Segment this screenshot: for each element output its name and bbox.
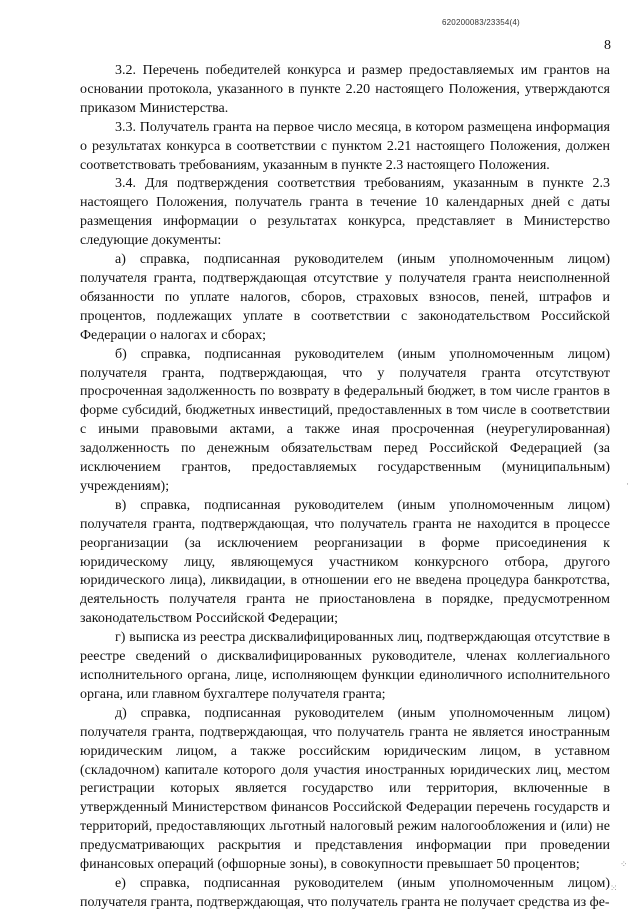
paragraph-item-g: г) выписка из реестра дисквалифицированных лиц, подтверждающая отсутствие в реестре сведений о дисквалифицированных руководителе, членах коллегиального исполнительного органа, лице, исполняющем функции единоличного исполнительного органа, или главном бухгалтере получателя гранта; xyxy=(80,630,610,702)
page-number: 8 xyxy=(604,38,611,53)
paragraph-item-b: б) справка, подписанная руководителем (иным уполномоченным лицом) получателя гранта, подтверждающая, что у получателя гранта отсутствуют просроченная задолженность по возврату в федеральный бюджет, в том числе грантов в форме субсидий, бюджетных инвестиций, предоставленных в том числе в соответствии с иными правовыми актами, а также иная просроченная (неурегулированная) задолженность по денежным обязательствам перед Российской Федерацией (за исключением грантов, предоставляемых государственным (муниципальным) учреждениям); xyxy=(80,346,610,494)
document-id: 620200083/23354(4) xyxy=(442,18,520,27)
paragraph-item-e: е) справка, подписанная руководителем (иным уполномоченным лицом) получателя гранта, подтверждающая, что получатель гранта не получает средства из фе- xyxy=(80,875,610,910)
paragraph-item-v: в) справка, подписанная руководителем (иным уполномоченным лицом) получателя гранта, подтверждающая, что получатель гранта не находится в процессе реорганизации (за исключением реорганизации в форме присоединения к юридическому лицу, являющемуся участником конкурсного отбора, другого юридического лица), ликвидации, в отношении его не введена процедура банкротства, деятельность получателя гранта не приостановлена в порядке, предусмотренном законодательством Российской Федерации; xyxy=(80,497,610,627)
paragraph-3-2: 3.2. Перечень победителей конкурса и размер предоставляемых им грантов на основании протокола, указанного в пункте 2.20 настоящего Положения, утверждаются приказом Министерства. xyxy=(80,63,610,116)
scan-artifact: ⁙ xyxy=(610,883,618,893)
scan-artifact: ⁘ xyxy=(620,859,628,869)
paragraph-item-a: а) справка, подписанная руководителем (иным уполномоченным лицом) получателя гранта, подтверждающая отсутствие у получателя гранта неисполненной обязанности по уплате налогов, сборов, страховых взносов, пеней, штрафов и процентов, подлежащих уплате в соответствии с законодательством Российской Федерации о налогах и сборах; xyxy=(80,252,610,343)
paragraph-3-3: 3.3. Получатель гранта на первое число месяца, в котором размещена информация о результатах конкурса в соответствии с пунктом 2.21 настоящего Положения, должен соответствовать требованиям, указанным в пункте 2.3 настоящего Положения. xyxy=(80,119,610,173)
scan-artifact: · xyxy=(626,479,629,489)
paragraph-item-d: д) справка, подписанная руководителем (иным уполномоченным лицом) получателя гранта, подтверждающая, что получатель гранта не является иностранным юридическим лицом, а также российским юридическим лицом, в уставном (складочном) капитале которого доля участия иностранных юридических лиц, местом регистрации которых является государство или территория, включенные в утвержденный Министерством финансов Российской Федерации перечень государств и территорий, предоставляющих льготный налоговый режим налогообложения и (или) не предусматривающих раскрытия и представления информации при проведении финансовых операций (офшорные зоны), в совокупности превышает 50 процентов; xyxy=(80,705,610,873)
paragraph-3-4: 3.4. Для подтверждения соответствия требованиям, указанным в пункте 2.3 настоящего Положения, получатель гранта в течение 10 календарных дней с даты размещения информации о результатах конкурса, представляет в Министерство следующие документы: xyxy=(80,176,610,249)
document-body xyxy=(80,62,610,913)
